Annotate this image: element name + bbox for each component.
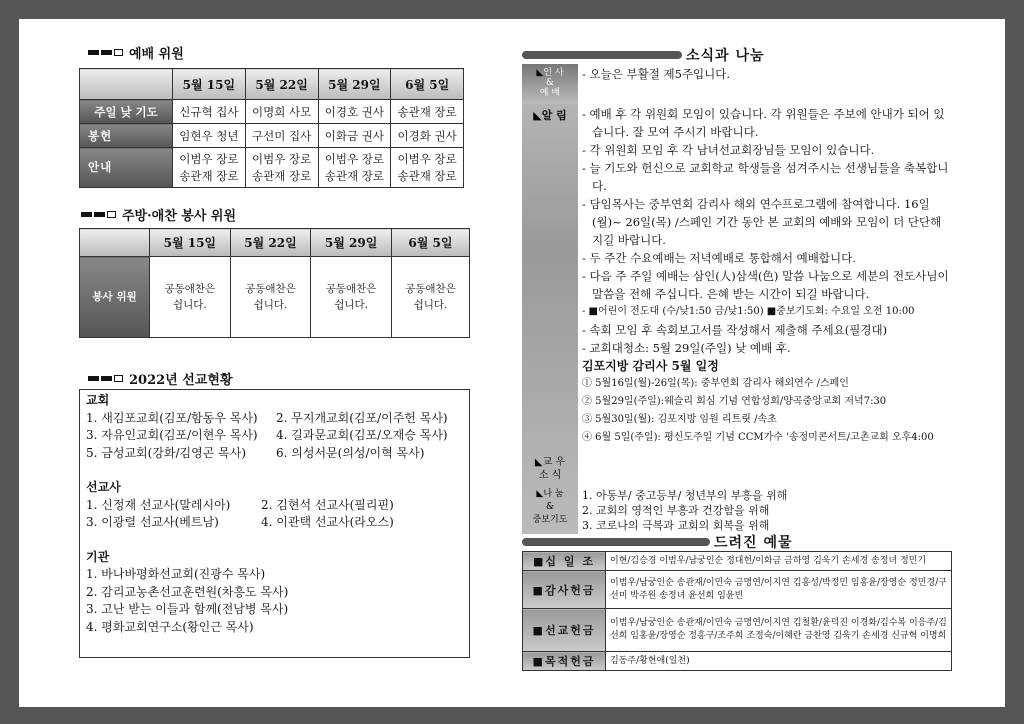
list-item: - 늘 기도와 헌신으로 교회학교 학생들을 섬겨주시는 선생님들을 축복합니다. — [582, 161, 949, 193]
list-item: - 예배 후 각 위원회 모임이 있습니다. 각 위원들은 주보에 안내가 되어 있습니다. 잘 모여 주시기 바랍니다. — [582, 107, 945, 139]
list-item: ① 5월16일(월)-26일(목): 중부연회 감리사 해외연수 /스페인 — [582, 378, 849, 389]
section-marker-icon — [88, 49, 123, 56]
table-cell: 공동애찬은 쉽니다. — [150, 257, 231, 338]
list-item: 1. 새김포교회(김포/함동우 목사) 2. 무지개교회(김포/이주헌 목사) — [86, 410, 448, 425]
table-cell: 이범우 장로 송관재 장로 — [245, 148, 318, 188]
table-cell: 공동애찬은 쉽니다. — [311, 257, 392, 338]
bulletin-page — [19, 19, 1005, 707]
section-marker-icon — [81, 211, 116, 218]
offering-names: 이범우/남궁인순 송관재/이민숙 금명연/이지연 김홍성/박정민 임홍윤/장영순 정민경/구선미 박주원 송정녀 윤선희 임윤빈 — [606, 571, 952, 609]
list-item: - 담임목사는 중부연회 감리사 해외 연수프로그램에 참여합니다. 16일(월)~ 26일(목) /스페인 기간 동안 본 교회의 예배와 모임이 더 단단해지길 바랍니다. — [582, 197, 942, 247]
list-item: - 두 주간 수요예배는 저녁예배로 통합해서 예배합니다. — [582, 251, 856, 265]
list-item: 3. 코로나의 극복과 교회의 회복을 위해 — [582, 519, 770, 532]
section-marker-icon — [88, 375, 123, 382]
news-title: 소식과 나눔 — [686, 48, 765, 64]
list-item: - ■어린이 전도대 (수/낮1:50 금/낮1:50) ■중보기도회: 수요일 오전 10:00 — [582, 306, 915, 317]
role-label: 봉헌 — [80, 124, 173, 148]
offering-label: ■선교헌금 — [523, 609, 606, 652]
label-greeting: ◣인 사 & 예 배 — [522, 64, 578, 104]
news-section — [522, 64, 952, 534]
missionaries-heading: 선교사 — [86, 480, 121, 494]
list-item: - 속회 모임 후 속회보고서를 작성해서 제출해 주세요(필경대) — [582, 323, 888, 337]
mission-title: 2022년 선교현황 — [88, 369, 233, 388]
table-cell: 공동애찬은 쉽니다. — [230, 257, 311, 338]
list-item: 3. 자유인교회(김포/이현우 목사) 4. 길과문교회(김포/오재승 목사) — [86, 428, 448, 442]
date-header: 5월 15일 — [173, 69, 246, 100]
role-label: 봉사 위원 — [80, 257, 150, 338]
schedule-title: 김포지방 감리사 5월 일정 — [582, 359, 719, 373]
table-row — [523, 571, 952, 609]
offerings-header — [522, 532, 793, 552]
worship-title: 예배 위원 — [88, 43, 184, 62]
list-item: 2. 감리교농촌선교훈련원(차흥도 목사) — [86, 584, 289, 599]
table-cell: 이경호 권사 — [318, 100, 391, 124]
list-item: ③ 5월30일(월): 김포지방 임원 리트릿 /속초 — [582, 414, 777, 425]
kitchen-title: 주방·애찬 봉사 위원 — [81, 205, 236, 224]
label-share: ◣나 눔 & 중보기도 — [532, 489, 568, 525]
header-bar — [522, 51, 682, 59]
offering-names: 이범우/남궁인순 송관재/이민숙 금명연/이지연 김철환/윤덕진 이경화/김수복 이응주/김선희 임홍윤/장영순 정흥구/조주희 조정숙/이혜란 금찬영 김욱기 손세경 신규혁 이명희 — [606, 609, 952, 652]
label-notice: ◣알 림 — [533, 109, 567, 122]
orgs-heading: 기관 — [86, 549, 110, 564]
date-header: 5월 29일 — [318, 69, 391, 100]
table-row — [523, 609, 952, 652]
notice-list — [582, 105, 952, 447]
list-item: 5. 금성교회(강화/김영곤 목사) 6. 의성서문(의성/이혁 목사) — [86, 445, 425, 460]
date-header: 6월 5일 — [391, 229, 469, 257]
date-header: 5월 22일 — [230, 229, 311, 257]
table-row — [80, 100, 464, 124]
date-header: 5월 15일 — [150, 229, 231, 257]
list-item: 3. 고난 받는 이들과 함께(전남병 목사) — [86, 602, 289, 616]
header-bar — [522, 538, 710, 546]
table-cell: 신규혁 집사 — [173, 100, 246, 124]
offering-names: 김동주/황현애(일천) — [606, 652, 952, 671]
table-cell: 임현우 청년 — [173, 124, 246, 148]
greeting-text: - 오늘은 부활절 제5주입니다. — [582, 67, 731, 81]
table-row — [80, 257, 470, 338]
list-item: 3. 이광렬 선교사(베트남) 4. 이관택 선교사(라오스) — [86, 515, 394, 529]
table-row — [523, 552, 952, 571]
header-corner — [80, 69, 173, 100]
list-item: - 교회대청소: 5월 29일(주일) 낮 예배 후. — [582, 341, 791, 355]
date-header: 5월 22일 — [245, 69, 318, 100]
offerings-title: 드려진 예물 — [714, 535, 793, 551]
prayer-list — [582, 488, 952, 533]
news-header — [522, 45, 765, 65]
label-members: ◣교 우 소 식 — [534, 457, 566, 481]
table-row — [80, 148, 464, 188]
table-row — [80, 124, 464, 148]
worship-table — [79, 68, 464, 188]
table-cell: 이명희 사모 — [245, 100, 318, 124]
table-cell: 이경화 권사 — [391, 124, 464, 148]
offering-label: ■감사헌금 — [523, 571, 606, 609]
mission-box — [79, 389, 470, 658]
table-cell: 이화금 권사 — [318, 124, 391, 148]
role-label: 안내 — [80, 148, 173, 188]
table-cell: 구선미 집사 — [245, 124, 318, 148]
list-item: - 다음 주 주일 예배는 삼인(人)삼색(色) 말씀 나눔으로 세분의 전도사님이 말씀을 전해 주십니다. 은혜 받는 시간이 되길 바랍니다. — [582, 269, 949, 301]
list-item: ② 5월29일(주일):웨슬리 회심 기념 연합성회/양곡중앙교회 저녁7:30 — [582, 396, 887, 407]
list-item: ④ 6월 5일(주일): 평신도주일 기념 CCM가수 '송정미콘서트/고촌교회 오후4:00 — [582, 432, 934, 443]
offering-names: 이현/김승경 이범우/남궁인순 정대헌/이화금 금하영 김욱기 손세경 송정녀 정민기 — [606, 552, 952, 571]
table-cell: 공동애찬은 쉽니다. — [391, 257, 469, 338]
role-label: 주일 낮 기도 — [80, 100, 173, 124]
list-item: 2. 교회의 영적인 부흥과 건강함을 위해 — [582, 504, 770, 517]
churches-heading: 교회 — [86, 393, 110, 407]
table-cell: 이범우 장로 송관재 장로 — [318, 148, 391, 188]
table-cell: 이범우 장로 송관재 장로 — [173, 148, 246, 188]
table-row — [523, 652, 952, 671]
list-item: 1. 바나바평화선교회(진광수 목사) — [86, 567, 266, 581]
kitchen-table — [79, 228, 470, 338]
list-item: - 각 위원회 모임 후 각 남녀선교회장님들 모임이 있습니다. — [582, 143, 875, 157]
list-item: 1. 아동부/ 중고등부/ 청년부의 부흥을 위해 — [582, 489, 788, 502]
table-cell: 이범우 장로 송관재 장로 — [391, 148, 464, 188]
list-item: 4. 평화교회연구소(황인근 목사) — [86, 619, 254, 634]
header-corner — [80, 229, 150, 257]
offering-label: ■십 일 조 — [523, 552, 606, 571]
list-item: 1. 신정재 선교사(말레시아) 2. 김현석 선교사(필리핀) — [86, 497, 394, 512]
offering-label: ■목적헌금 — [523, 652, 606, 671]
date-header: 5월 29일 — [311, 229, 392, 257]
offerings-table — [522, 551, 952, 671]
date-header: 6월 5일 — [391, 69, 464, 100]
table-cell: 송관재 장로 — [391, 100, 464, 124]
